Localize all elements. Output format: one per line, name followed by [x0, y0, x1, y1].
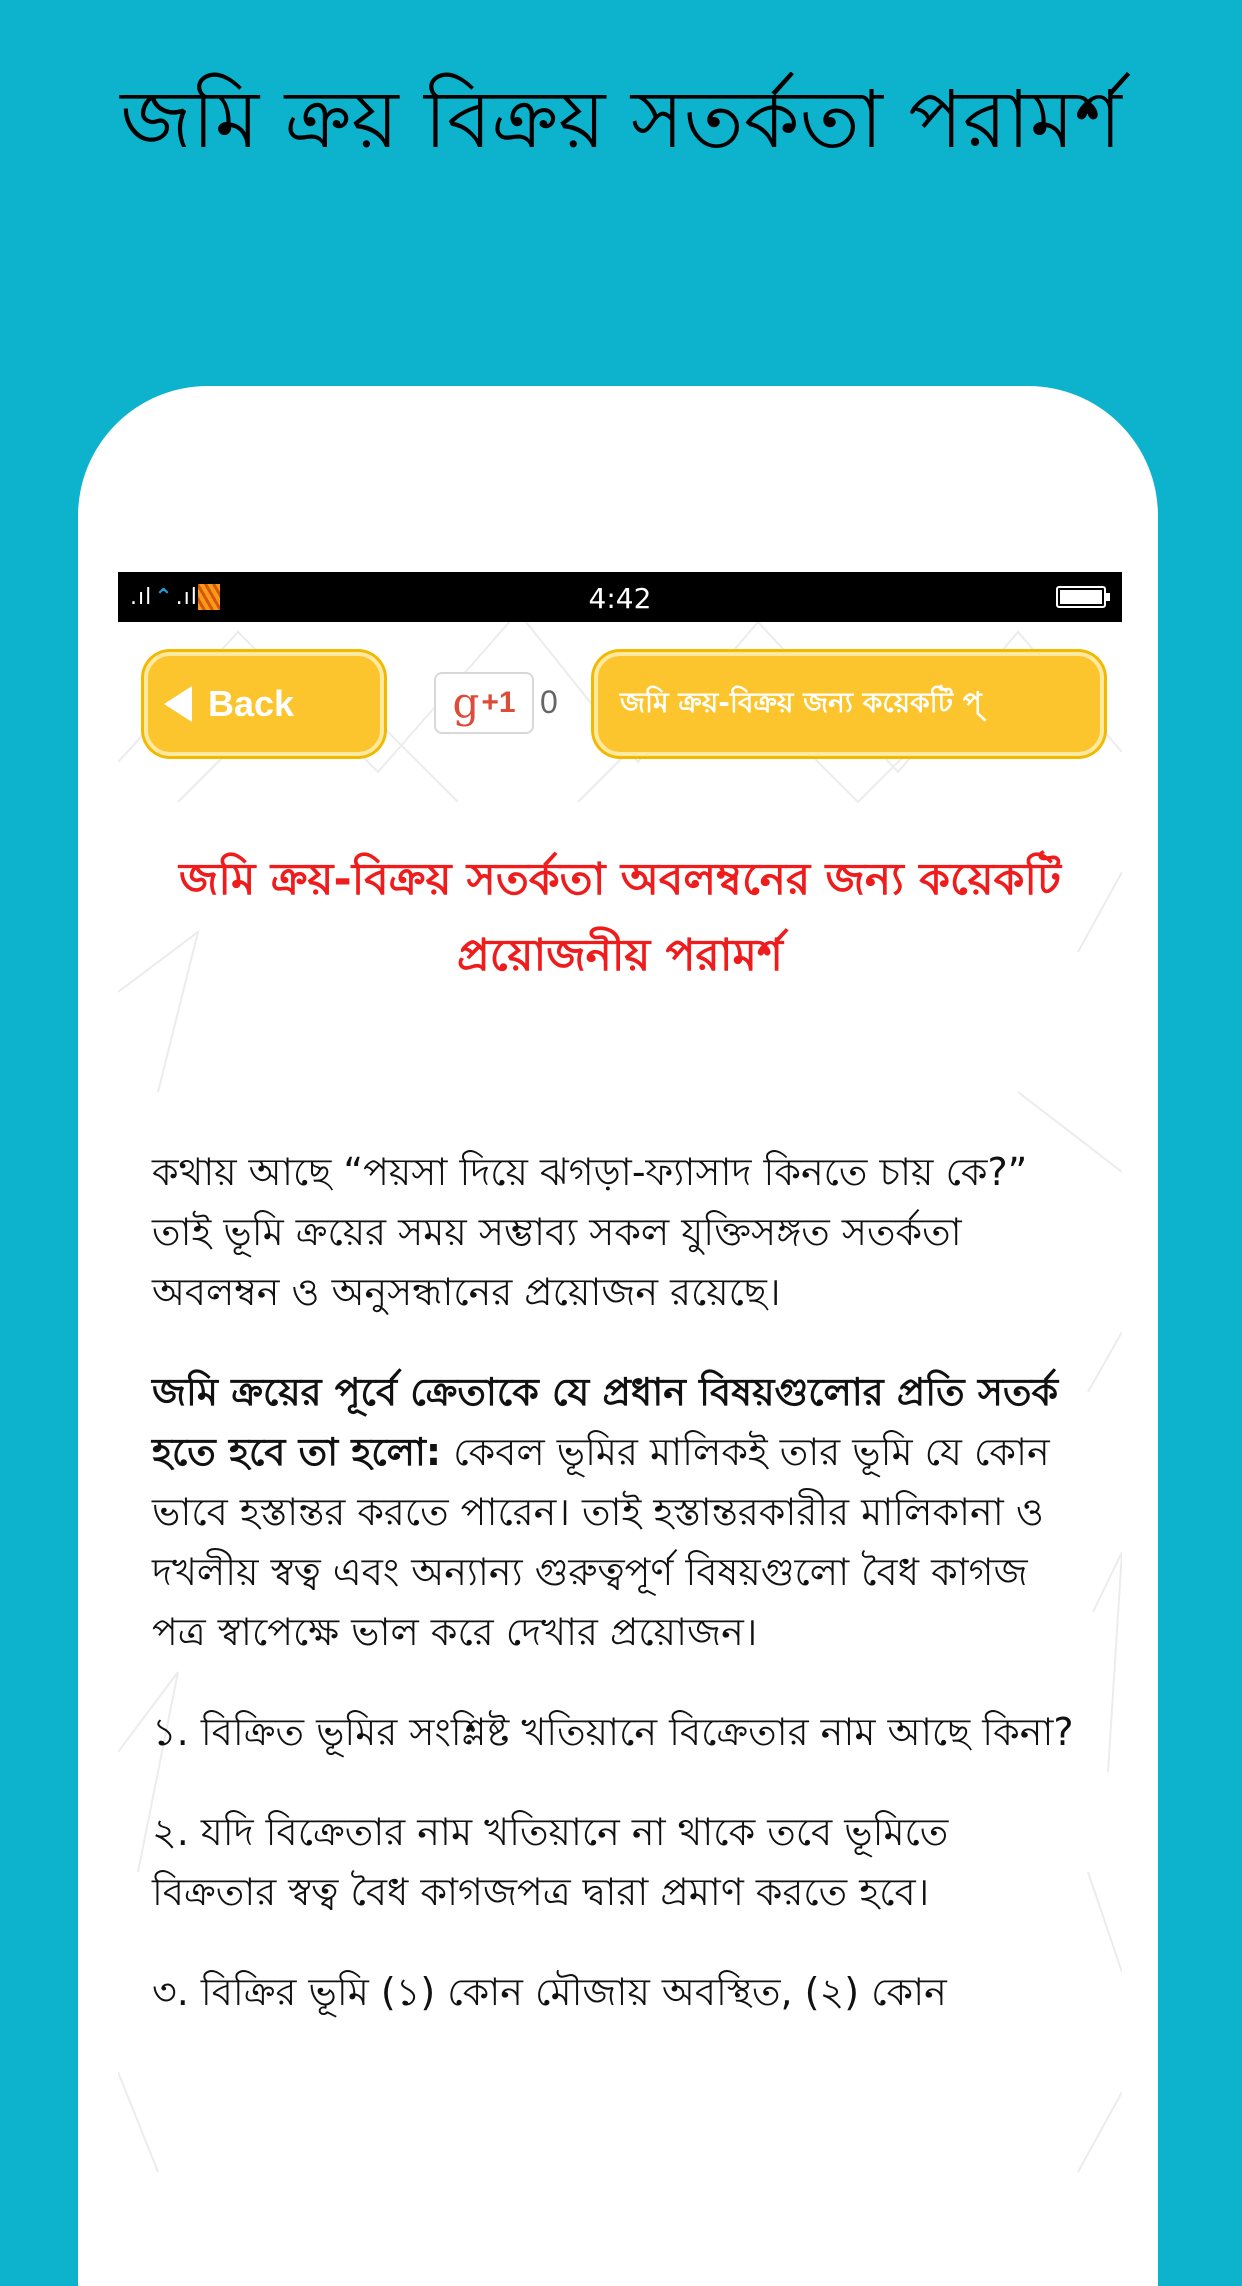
back-button[interactable] [144, 652, 384, 756]
next-article-button[interactable] [594, 652, 1104, 756]
plus-one-count: 0 [540, 684, 558, 720]
signal-bars-icon: .ıl [130, 585, 153, 610]
list-item: ২. যদি বিক্রেতার নাম খতিয়ানে না থাকে তবে ভূমিতে বিক্রতার স্বত্ব বৈধ কাগজপত্র দ্বারা প্রমাণ করতে হবে। [152, 1810, 949, 1914]
google-plus-icon: g [452, 678, 480, 727]
plus-one-label: +1 [481, 686, 516, 719]
phone-frame [78, 386, 1158, 2286]
back-arrow-icon [164, 686, 192, 722]
paragraph [152, 1362, 1082, 1662]
list-item: ১. বিক্রিত ভূমির সংশ্লিষ্ট খতিয়ানে বিক্রেতার নাম আছে কিনা? [152, 1710, 1074, 1754]
operator-1-icon: ⌃ [154, 585, 174, 610]
google-plus-one-button[interactable] [434, 672, 534, 734]
article-title: জমি ক্রয়-বিক্রয় সতর্কতা অবলম্বনের জন্য কয়েকটি প্রয়োজনীয় পরামর্শ [179, 854, 1061, 981]
signal-bars-icon: .ıl [175, 585, 198, 610]
banner-title: জমি ক্রয় বিক্রয় সতর্কতা পরামর্শ [120, 73, 1122, 166]
back-button-label: Back [208, 683, 295, 724]
list-item: ৩. বিক্রির ভূমি (১) কোন মৌজায় অবস্থিত, (২) কোন [152, 1970, 947, 2014]
paragraph: কথায় আছে “পয়সা দিয়ে ঝগড়া-ফ্যাসাদ কিনতে চায় কে?” তাই ভূমি ক্রয়ের সময় সম্ভাব্য সকল যুক্তিসঙ্গত সতর্কতা অবলম্বন ও অনুসন্ধানের প্রয়োজন রয়েছে। [152, 1150, 1028, 1314]
status-time: 4:42 [588, 582, 652, 615]
status-bar [118, 572, 1122, 622]
article-body [152, 1142, 1082, 2062]
battery-icon [1056, 586, 1106, 608]
next-article-label: জমি ক্রয়-বিক্রয় জন্য কয়েকটি প্ [620, 685, 982, 719]
app-screen [118, 572, 1122, 2286]
paragraph-text: কেবল ভূমির মালিকই তার ভূমি যে কোন ভাবে হস্তান্তর করতে পারেন। তাই হস্তান্তরকারীর মালিকানা ও দখলীয় স্বত্ব এবং অন্যান্য গুরুত্বপূর্ণ বিষয়গুলো বৈধ কাগজ পত্র স্বাপেক্ষে ভাল করে দেখার প্রয়োজন। [152, 1430, 1050, 1654]
paragraph-bold-lead: জমি ক্রয়ের পূর্বে ক্রেতাকে যে প্রধান বিষয়গুলোর প্রতি সতর্ক হতে হবে তা হলো: [152, 1370, 1059, 1474]
